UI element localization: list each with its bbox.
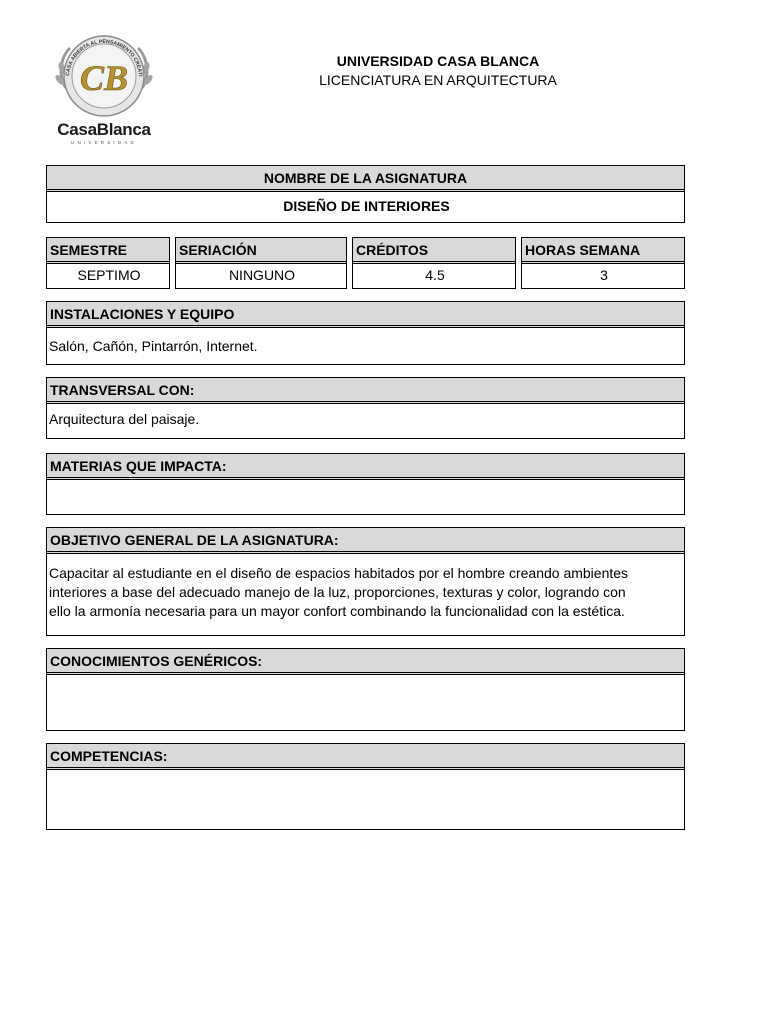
university-title: UNIVERSIDAD CASA BLANCA [336, 53, 540, 69]
materias-label: MATERIAS QUE IMPACTA: [47, 454, 684, 480]
objetivo-line-3: ello la armonía necesaria para un mayor confort combinando la funcionalidad con la estética. [49, 603, 625, 619]
logo-monogram: CB [79, 58, 129, 98]
horas-value: 3 [600, 267, 608, 283]
seriacion-label: SERIACIÓN [176, 238, 346, 264]
competencias-section [46, 743, 685, 830]
university-logo [48, 28, 160, 150]
transversal-text: Arquitectura del paisaje. [49, 411, 200, 427]
horas-label: HORAS SEMANA [522, 238, 684, 264]
subject-box [46, 165, 685, 223]
creditos-value: 4.5 [425, 267, 445, 283]
creditos-label: CRÉDITOS [353, 238, 515, 264]
semestre-value: SEPTIMO [77, 267, 141, 283]
objetivo-label: OBJETIVO GENERAL DE LA ASIGNATURA: [47, 528, 684, 554]
competencias-text [47, 770, 684, 776]
objetivo-section [46, 527, 685, 636]
logo-ring-text: CASA ABIERTA AL PENSAMIENTO CREATI [65, 39, 143, 77]
semestre-label: SEMESTRE [47, 238, 169, 264]
logo-subtitle: UNIVERSIDAD [71, 140, 137, 145]
program-title: LICENCIATURA EN ARQUITECTURA [319, 72, 557, 88]
transversal-section [46, 377, 685, 439]
transversal-label: TRANSVERSAL CON: [47, 378, 684, 404]
horas-cell [521, 237, 685, 289]
subject-label: NOMBRE DE LA ASIGNATURA [47, 166, 684, 192]
instalaciones-section [46, 301, 685, 365]
seriacion-value: NINGUNO [228, 267, 296, 283]
objetivo-line-2: interiores a base del adecuado manejo de la luz, proporciones, texturas y color, logrando con [49, 584, 626, 600]
materias-section [46, 453, 685, 515]
instalaciones-label: INSTALACIONES Y EQUIPO [47, 302, 684, 328]
semestre-cell [46, 237, 170, 289]
conocimientos-label: CONOCIMIENTOS GENÉRICOS: [47, 649, 684, 675]
subject-value: DISEÑO DE INTERIORES [283, 198, 450, 214]
conocimientos-text [47, 675, 684, 681]
materias-text [47, 480, 684, 486]
creditos-cell [352, 237, 516, 289]
logo-wordmark: CasaBlanca [57, 120, 151, 139]
logo-emblem-icon [48, 28, 160, 120]
seriacion-cell [175, 237, 347, 289]
competencias-label: COMPETENCIAS: [47, 744, 684, 770]
conocimientos-section [46, 648, 685, 731]
instalaciones-text: Salón, Cañón, Pintarrón, Internet. [49, 338, 258, 354]
objetivo-line-1: Capacitar al estudiante en el diseño de espacios habitados por el hombre creando ambientes [49, 565, 629, 581]
objetivo-text [47, 554, 684, 621]
